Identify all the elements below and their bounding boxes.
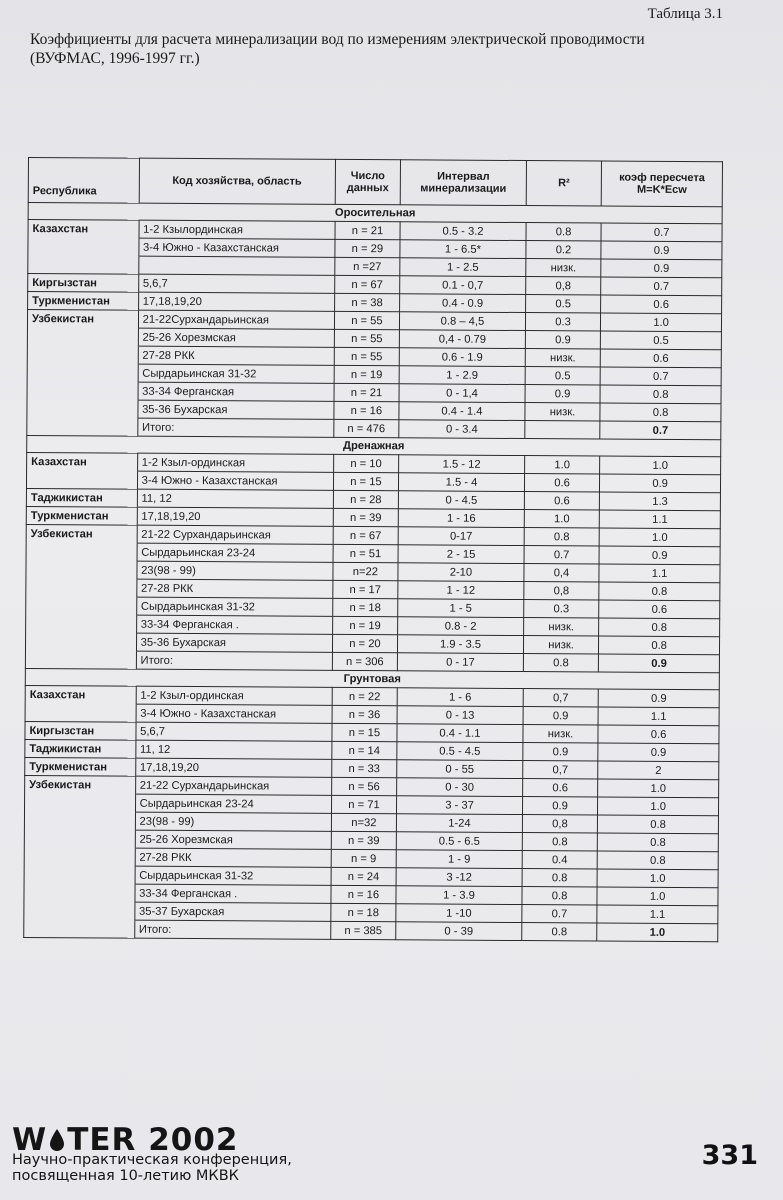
coef-cell: 0.8 <box>600 385 721 404</box>
count-cell: n = 38 <box>334 293 399 311</box>
interval-cell: 2-10 <box>398 563 524 582</box>
interval-cell: 0.4 - 1.4 <box>399 402 525 421</box>
interval-cell: 1 - 12 <box>398 581 524 600</box>
code-cell: 17,18,19,20 <box>137 507 333 526</box>
code-cell: 1-2 Кзылординская <box>139 220 335 239</box>
r2-cell: 0.5 <box>525 295 601 313</box>
interval-cell: 0.5 - 3.2 <box>400 222 526 241</box>
coef-cell: 1.0 <box>600 456 721 475</box>
section-title: Грунтовая <box>25 668 719 689</box>
interval-cell: 0.4 - 0.9 <box>400 294 526 313</box>
count-cell: n = 36 <box>332 705 397 723</box>
r2-cell: низк. <box>523 618 599 636</box>
coef-cell: 1.0 <box>599 528 720 547</box>
coef-cell: 1.0 <box>598 797 719 816</box>
interval-cell: 3 -12 <box>396 868 522 887</box>
r2-cell: 0.8 <box>523 654 599 672</box>
republic-cell <box>26 596 137 615</box>
interval-cell: 1 - 16 <box>398 509 524 528</box>
code-cell: 27-28 РКК <box>138 346 334 365</box>
code-cell: 3-4 Южно - Казахстанская <box>136 704 332 723</box>
republic-cell <box>27 381 138 400</box>
code-cell: 3-4 Южно - Казахстанская <box>137 471 333 490</box>
republic-cell: Таджикистан <box>25 739 136 758</box>
interval-cell: 0.6 - 1.9 <box>399 348 525 367</box>
r2-cell: 0.8 <box>524 528 600 546</box>
count-cell: n = 51 <box>333 544 398 562</box>
conference-line-2: посвященная 10-летию МКВК <box>12 1168 239 1184</box>
code-cell: 35-36 Бухарская <box>138 400 334 419</box>
interval-cell: 2 - 15 <box>398 545 524 564</box>
interval-cell: 0 - 55 <box>397 760 523 779</box>
republic-cell <box>24 919 135 938</box>
r2-cell: низк. <box>523 725 599 743</box>
table-number: Таблица 3.1 <box>647 6 723 22</box>
coef-cell: 0.9 <box>601 241 722 260</box>
r2-cell: 0.2 <box>526 241 602 259</box>
r2-cell: 0.3 <box>525 313 601 331</box>
code-cell: 27-28 РКК <box>135 848 331 867</box>
r2-cell: низк. <box>526 259 602 277</box>
r2-cell: 0.4 <box>522 851 598 869</box>
coef-cell: 1.3 <box>600 492 721 511</box>
count-cell: n = 21 <box>334 383 399 401</box>
count-cell: n = 39 <box>333 508 398 526</box>
r2-cell: 0.9 <box>525 331 601 349</box>
republic-cell: Киргызстан <box>28 274 139 293</box>
republic-cell <box>24 865 135 884</box>
republic-cell <box>26 470 137 489</box>
r2-cell: 0.7 <box>524 546 600 564</box>
code-cell: Сырдарьинская 31-32 <box>138 364 334 383</box>
republic-cell <box>25 632 136 651</box>
r2-cell: 0.8 <box>522 833 598 851</box>
code-cell: Итого: <box>134 920 330 939</box>
coef-cell: 0.8 <box>597 851 718 870</box>
interval-cell: 1 - 5 <box>398 599 524 618</box>
coef-cell: 1.1 <box>599 564 720 583</box>
republic-cell: Киргызстан <box>25 721 136 740</box>
logo-letter-w: W <box>12 1122 48 1158</box>
count-cell: n = 67 <box>333 526 398 544</box>
r2-cell: 0,8 <box>524 582 600 600</box>
coef-cell: 0.6 <box>601 295 722 314</box>
count-cell: n = 18 <box>332 598 397 616</box>
code-cell: Сырдарьинская 31-32 <box>136 597 332 616</box>
count-cell: n = 39 <box>331 831 396 849</box>
code-cell: Итого: <box>137 418 333 437</box>
r2-cell: низк. <box>525 403 601 421</box>
count-cell: n = 16 <box>334 401 399 419</box>
republic-cell <box>25 650 136 669</box>
r2-cell: 0,8 <box>522 815 598 833</box>
code-cell: 35-36 Бухарская <box>136 633 332 652</box>
conference-line-1: Научно-практическая конференция, <box>12 1152 292 1168</box>
republic-cell: Узбекистан <box>27 310 138 329</box>
section-title: Оросительная <box>28 203 722 224</box>
r2-cell: 0.7 <box>522 905 598 923</box>
logo-text-ter-2002: TER 2002 <box>67 1122 239 1158</box>
interval-cell: 0 - 1,4 <box>399 384 525 403</box>
r2-cell: 0.9 <box>523 707 599 725</box>
header-interval: Интервал минерализации <box>400 160 526 206</box>
r2-cell: 0.8 <box>526 223 602 241</box>
r2-cell: 0,4 <box>524 564 600 582</box>
code-cell: 11, 12 <box>135 740 331 759</box>
code-cell: 25-26 Хорезмская <box>138 328 334 347</box>
r2-cell: 0.6 <box>524 474 600 492</box>
conference-subtitle <box>12 1152 292 1184</box>
republic-cell: Казахстан <box>27 452 138 471</box>
interval-cell: 0.8 - 2 <box>398 617 524 636</box>
interval-cell: 0 - 4.5 <box>398 491 524 510</box>
coef-cell: 1.1 <box>598 707 719 726</box>
interval-cell: 0.1 - 0,7 <box>400 276 526 295</box>
coef-cell: 0.6 <box>598 725 719 744</box>
republic-cell <box>26 560 137 579</box>
interval-cell: 0.8 – 4,5 <box>400 312 526 331</box>
code-cell: 5,6,7 <box>138 274 334 293</box>
interval-cell: 0 - 39 <box>396 922 522 941</box>
count-cell: n = 385 <box>330 921 395 939</box>
coef-cell: 0.9 <box>600 474 721 493</box>
coef-cell: 1.1 <box>597 905 718 924</box>
coefficients-table <box>23 157 723 942</box>
code-cell: 33-34 Ферганская . <box>136 615 332 634</box>
r2-cell: 0.9 <box>525 385 601 403</box>
code-cell: 23(98 - 99) <box>135 812 331 831</box>
republic-cell: Казахстан <box>28 220 139 239</box>
republic-cell <box>26 578 137 597</box>
code-cell: 27-28 РКК <box>136 579 332 598</box>
r2-cell: 0,7 <box>523 689 599 707</box>
coef-cell: 0.9 <box>601 259 722 278</box>
code-cell: 21-22Сурхандарьинская <box>138 310 334 329</box>
code-cell: 23(98 - 99) <box>137 561 333 580</box>
interval-cell: 0.4 - 1.1 <box>397 724 523 743</box>
code-cell: 17,18,19,20 <box>135 758 331 777</box>
r2-cell: 0.3 <box>524 600 600 618</box>
coef-cell: 0.8 <box>599 618 720 637</box>
r2-cell: 0.9 <box>522 797 598 815</box>
count-cell: n = 55 <box>334 329 399 347</box>
interval-cell: 1.9 - 3.5 <box>398 635 524 654</box>
count-cell: n = 15 <box>332 723 397 741</box>
count-cell: n = 67 <box>334 275 399 293</box>
coef-cell: 1.1 <box>600 510 721 529</box>
count-cell: n = 33 <box>331 759 396 777</box>
republic-cell <box>26 542 137 561</box>
republic-cell: Казахстан <box>25 685 136 704</box>
header-coef: коэф пересчета M=K*Ecw <box>601 161 722 207</box>
coef-cell: 0.7 <box>601 223 722 242</box>
code-cell: 3-4 Южно - Казахстанская <box>139 238 335 257</box>
r2-cell: 0,7 <box>523 761 599 779</box>
interval-cell: 0,4 - 0.79 <box>399 330 525 349</box>
coef-cell: 0.9 <box>598 743 719 762</box>
coef-cell: 1.0 <box>601 313 722 332</box>
count-cell: n = 20 <box>332 634 397 652</box>
header-r2: R² <box>526 161 602 206</box>
r2-cell: 0.8 <box>522 923 598 941</box>
code-cell: 11, 12 <box>137 489 333 508</box>
coef-cell: 2 <box>598 761 719 780</box>
coef-cell: 0.6 <box>599 600 720 619</box>
r2-cell: низк. <box>523 636 599 654</box>
count-cell: n = 18 <box>331 903 396 921</box>
r2-cell <box>525 421 601 439</box>
section-title: Дренажная <box>27 435 721 456</box>
republic-cell <box>25 793 136 812</box>
count-cell: n = 19 <box>332 616 397 634</box>
republic-cell <box>26 614 137 633</box>
count-cell: n = 55 <box>334 347 399 365</box>
code-cell <box>138 256 334 275</box>
republic-cell <box>24 847 135 866</box>
header-code: Код хозяйства, область <box>139 158 335 204</box>
interval-cell: 0.5 - 4.5 <box>397 742 523 761</box>
interval-cell: 0 - 3.4 <box>399 420 525 439</box>
header-count: Число данных <box>335 159 401 204</box>
coef-cell: 0.8 <box>598 815 719 834</box>
coef-cell: 0.9 <box>599 546 720 565</box>
republic-cell <box>27 345 138 364</box>
republic-cell: Туркменистан <box>26 506 137 525</box>
r2-cell: 1.0 <box>524 510 600 528</box>
republic-cell: Узбекистан <box>26 524 137 543</box>
republic-cell: Туркменистан <box>28 292 139 311</box>
page-number: 331 <box>701 1140 758 1171</box>
r2-cell: 0.8 <box>522 869 598 887</box>
r2-cell: 0.8 <box>522 887 598 905</box>
table-body <box>24 203 722 942</box>
coef-cell: 0.8 <box>599 582 720 601</box>
interval-cell: 0-17 <box>398 527 524 546</box>
coef-cell: 0.8 <box>598 833 719 852</box>
count-cell: n=22 <box>333 562 398 580</box>
republic-cell <box>27 363 138 382</box>
code-cell: 1-2 Кзыл-ординская <box>136 686 332 705</box>
interval-cell: 0 - 13 <box>397 706 523 725</box>
interval-cell: 1.5 - 12 <box>399 455 525 474</box>
coef-cell: 0.7 <box>600 367 721 386</box>
count-cell: n = 29 <box>335 239 400 257</box>
table-row <box>24 919 718 941</box>
table-header-row <box>28 158 722 207</box>
r2-cell: 0.6 <box>522 779 598 797</box>
interval-cell: 1-24 <box>397 814 523 833</box>
r2-cell: 0.5 <box>525 367 601 385</box>
coef-cell: 0.9 <box>599 654 720 673</box>
coef-cell: 0.7 <box>600 421 721 440</box>
count-cell: n = 28 <box>333 490 398 508</box>
count-cell: n = 9 <box>331 849 396 867</box>
interval-cell: 1 - 2.5 <box>400 258 526 277</box>
interval-cell: 3 - 37 <box>397 796 523 815</box>
coef-cell: 0.9 <box>598 689 719 708</box>
code-cell: Сырдарьинская 23-24 <box>137 543 333 562</box>
code-cell: 1-2 Кзыл-ординская <box>137 453 333 472</box>
r2-cell: 0.9 <box>523 743 599 761</box>
code-cell: 33-34 Ферганская . <box>135 884 331 903</box>
count-cell: n = 15 <box>333 472 398 490</box>
count-cell: n = 14 <box>332 741 397 759</box>
code-cell: 35-37 Бухарская <box>134 902 330 921</box>
coef-cell: 1.0 <box>598 779 719 798</box>
count-cell: n = 71 <box>331 795 396 813</box>
interval-cell: 1 -10 <box>396 904 522 923</box>
count-cell: n = 55 <box>334 311 399 329</box>
code-cell: 21-22 Сурхандарьинская <box>137 525 333 544</box>
republic-cell <box>28 238 139 257</box>
code-cell: Сырдарьинская 31-32 <box>135 866 331 885</box>
republic-cell: Таджикистан <box>26 488 137 507</box>
code-cell: 21-22 Сурхандарьинская <box>135 776 331 795</box>
table-caption: Коэффициенты для расчета минерализации вод по измерениям электрической проводимости (ВУФМАС, 1996-1997 гг.) <box>30 31 645 67</box>
coef-cell: 0.8 <box>600 403 721 422</box>
republic-cell <box>24 829 135 848</box>
interval-cell: 1.5 - 4 <box>399 473 525 492</box>
count-cell: n = 16 <box>331 885 396 903</box>
interval-cell: 0 - 17 <box>397 653 523 672</box>
republic-cell <box>24 811 135 830</box>
count-cell: n = 476 <box>334 419 399 437</box>
republic-cell <box>28 256 139 275</box>
code-cell: 25-26 Хорезмская <box>135 830 331 849</box>
republic-cell <box>25 703 136 722</box>
interval-cell: 0.5 - 6.5 <box>396 832 522 851</box>
r2-cell: 0.6 <box>524 492 600 510</box>
count-cell: n = 24 <box>331 867 396 885</box>
interval-cell: 1 - 2.9 <box>399 366 525 385</box>
count-cell: n = 10 <box>333 454 398 472</box>
interval-cell: 1 - 3.9 <box>396 886 522 905</box>
interval-cell: 1 - 6 <box>397 688 523 707</box>
coef-cell: 0.8 <box>599 636 720 655</box>
interval-cell: 1 - 9 <box>396 850 522 869</box>
water-drop-icon <box>48 1128 66 1152</box>
republic-cell: Туркменистан <box>25 757 136 776</box>
r2-cell: 0,8 <box>526 277 602 295</box>
r2-cell: низк. <box>525 349 601 367</box>
republic-cell <box>27 417 138 436</box>
republic-cell <box>24 901 135 920</box>
count-cell: n = 306 <box>332 652 397 670</box>
code-cell: 17,18,19,20 <box>138 292 334 311</box>
code-cell: Сырдарьинская 23-24 <box>135 794 331 813</box>
header-republic: Республика <box>28 158 139 204</box>
count-cell: n = 56 <box>331 777 396 795</box>
republic-cell: Узбекистан <box>25 775 136 794</box>
coef-cell: 0.5 <box>601 331 722 350</box>
republic-cell <box>27 399 138 418</box>
republic-cell <box>24 883 135 902</box>
count-cell: n = 22 <box>332 687 397 705</box>
interval-cell: 0 - 30 <box>397 778 523 797</box>
count-cell: n = 21 <box>335 221 400 239</box>
code-cell: 33-34 Ферганская <box>138 382 334 401</box>
code-cell: Итого: <box>136 651 332 670</box>
coef-cell: 1.0 <box>597 887 718 906</box>
coef-cell: 0.7 <box>601 277 722 296</box>
count-cell: n=32 <box>331 813 396 831</box>
count-cell: n = 19 <box>334 365 399 383</box>
coef-cell: 0.6 <box>600 349 721 368</box>
count-cell: n = 17 <box>333 580 398 598</box>
coef-cell: 1.0 <box>597 923 718 942</box>
r2-cell: 1.0 <box>524 456 600 474</box>
republic-cell <box>27 327 138 346</box>
coef-cell: 1.0 <box>597 869 718 888</box>
count-cell: n =27 <box>335 257 400 275</box>
interval-cell: 1 - 6.5* <box>400 240 526 259</box>
code-cell: 5,6,7 <box>136 722 332 741</box>
